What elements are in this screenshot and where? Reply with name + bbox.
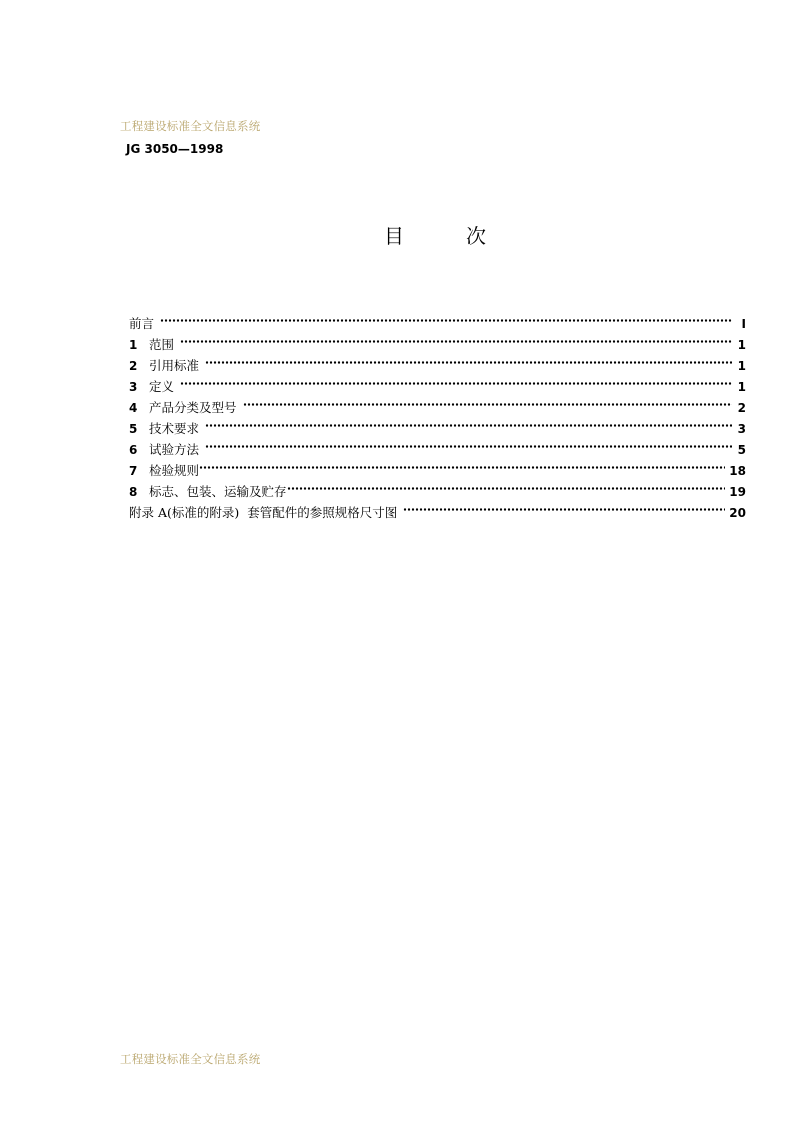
- toc-entry-2[interactable]: [129, 349, 746, 373]
- toc-leader-dots: [205, 349, 732, 370]
- toc-entry-label: 产品分类及型号: [149, 400, 237, 415]
- toc-leader-dots: [287, 475, 726, 496]
- watermark-bottom: 工程建设标准全文信息系统: [120, 1052, 261, 1066]
- toc-entry-1[interactable]: [129, 328, 746, 352]
- toc-entry-number: 3: [129, 380, 138, 394]
- toc-entry-label: 引用标准: [149, 358, 200, 373]
- standard-code: JG 3050—1998: [126, 142, 224, 156]
- toc-entry-number: 8: [129, 485, 138, 499]
- toc-entry-4[interactable]: [129, 391, 746, 415]
- toc-leader-dots: [199, 454, 725, 475]
- toc-entry-number: 4: [129, 401, 138, 415]
- toc-entry-label: 标志、包装、运输及贮存: [149, 484, 287, 499]
- toc-entry-page: 5: [737, 443, 746, 457]
- toc-entry-page: 19: [729, 485, 746, 499]
- toc-leader-dots: [205, 412, 732, 433]
- toc-entry-8[interactable]: [129, 475, 746, 499]
- watermark-top: 工程建设标准全文信息系统: [120, 119, 261, 133]
- toc-entry-5[interactable]: [129, 412, 746, 436]
- toc-entry-page: 20: [729, 506, 746, 520]
- toc-entry-6[interactable]: [129, 433, 746, 457]
- toc-entry-label: 试验方法: [149, 442, 200, 457]
- toc-leader-dots: [160, 307, 732, 328]
- toc-entry-preface[interactable]: [129, 307, 746, 331]
- toc-entry-number: 1: [129, 338, 138, 352]
- toc-title: [384, 220, 486, 249]
- toc-entry-label: 技术要求: [149, 421, 200, 436]
- toc-leader-dots: [243, 391, 732, 412]
- toc-entry-number: 5: [129, 422, 138, 436]
- table-of-contents: [129, 307, 746, 520]
- toc-entry-label: 附录 A(标准的附录) 套管配件的参照规格尺寸图: [129, 505, 398, 520]
- toc-entry-page: 1: [737, 338, 746, 352]
- toc-leader-dots: [180, 370, 732, 391]
- toc-entry-label: 范围: [149, 337, 175, 352]
- toc-title-right: 次: [466, 224, 486, 248]
- toc-entry-page: 18: [729, 464, 746, 478]
- toc-leader-dots: [205, 433, 732, 454]
- toc-entry-page: 2: [737, 401, 746, 415]
- toc-entry-number: 6: [129, 443, 138, 457]
- toc-entry-number: 7: [129, 464, 138, 478]
- toc-entry-label: 检验规则: [149, 463, 200, 478]
- toc-entry-label: 前言: [129, 316, 155, 331]
- toc-leader-dots: [403, 496, 725, 517]
- toc-leader-dots: [180, 328, 732, 349]
- toc-entry-label: 定义: [149, 379, 175, 394]
- toc-entry-number: 2: [129, 359, 138, 373]
- toc-entry-page: 1: [737, 380, 746, 394]
- toc-entry-3[interactable]: [129, 370, 746, 394]
- toc-entry-page: 3: [737, 422, 746, 436]
- toc-entry-7[interactable]: [129, 454, 746, 478]
- toc-entry-page: 1: [737, 359, 746, 373]
- toc-entry-page: I: [741, 317, 746, 331]
- toc-title-left: 目: [384, 224, 404, 248]
